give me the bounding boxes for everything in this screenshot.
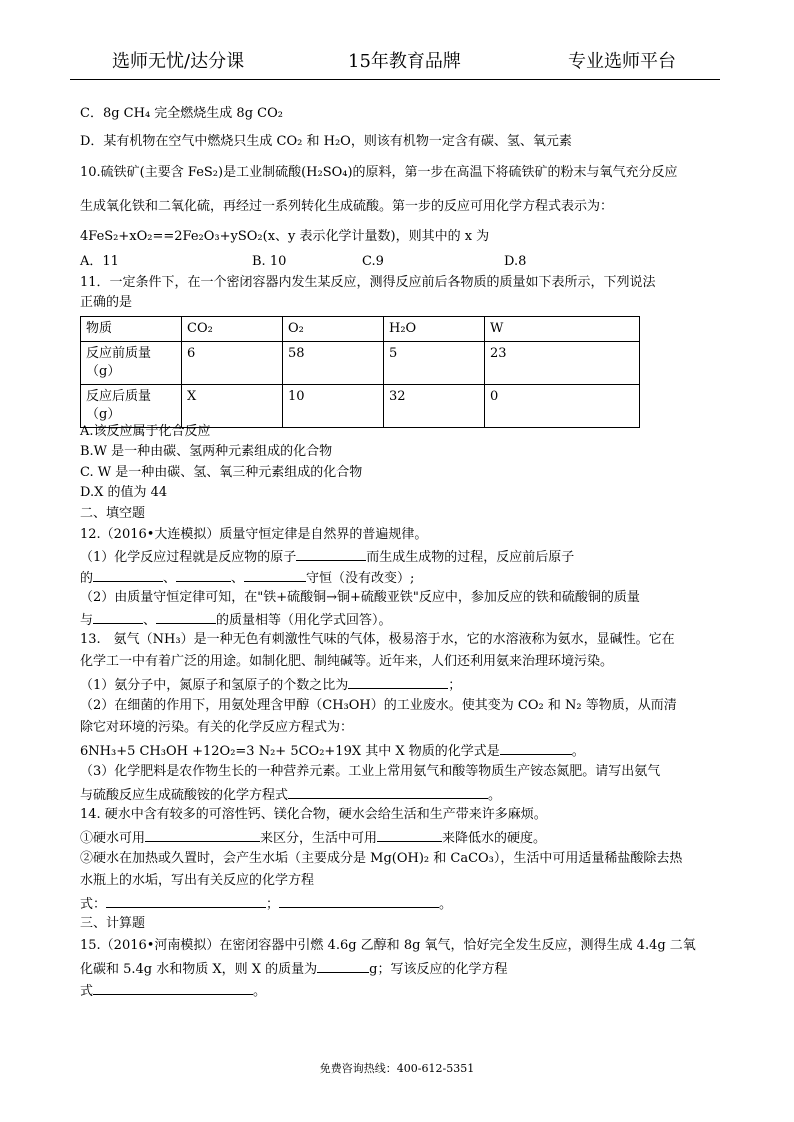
text: 来降低水的硬度。 xyxy=(442,831,547,846)
answer-blank[interactable] xyxy=(500,741,572,755)
text: 与硫酸反应生成硫酸铵的化学方程式 xyxy=(80,788,289,803)
text: 的质量相等（用化学式回答）。 xyxy=(216,613,392,628)
text: 与 xyxy=(80,613,94,628)
q10-line2: 生成氧化铁和二氧化硫，再经过一系列转化生成硫酸。第一步的反应可用化学方程式表示为： xyxy=(80,199,614,214)
text: 化碳和 5.4g 水和物质 X，则 X 的质量为 xyxy=(80,962,318,977)
q10-option-a: A．11 xyxy=(80,254,119,269)
table-cell: 10 xyxy=(283,385,384,428)
table-header: W xyxy=(485,317,640,342)
q13-line2: 化学工一中有着广泛的用途。如制化肥、制纯碱等。近年来，人们还利用氨来治理环境污染。 xyxy=(80,654,614,669)
answer-blank[interactable] xyxy=(244,568,306,582)
answer-blank[interactable] xyxy=(296,547,366,561)
text: 守恒（没有改变）; xyxy=(306,571,415,586)
q13-line1: 13. 氨气（NH₃）是一种无色有刺激性气味的气体，极易溶于水，它的水溶液称为氨水，显碱性。它在 xyxy=(80,632,675,647)
text: 的 xyxy=(80,571,94,586)
table-cell: 0 xyxy=(485,385,640,428)
q13-line3 xyxy=(80,675,461,695)
answer-blank[interactable] xyxy=(93,981,253,995)
text: 式： xyxy=(80,897,107,912)
table-header: 物质 xyxy=(81,317,182,342)
table-cell: 32 xyxy=(384,385,485,428)
q10-option-c: C.9 xyxy=(362,254,384,269)
answer-blank[interactable] xyxy=(288,785,488,799)
q11-option-c: C. W 是一种由碳、氢、氧三种元素组成的化合物 xyxy=(80,465,363,480)
text: （1）化学反应过程就是反应物的原子 xyxy=(80,550,297,565)
q12-line3 xyxy=(80,568,414,588)
answer-blank[interactable] xyxy=(106,894,266,908)
section-calculation: 三、计算题 xyxy=(80,916,146,931)
answer-blank[interactable] xyxy=(317,959,369,973)
q9-option-d: D．某有机物在空气中燃烧只生成 CO₂ 和 H₂O，则该有机物一定含有碳、氢、氧元素 xyxy=(80,134,572,149)
text: 而生成生成物的过程，反应前后原子 xyxy=(366,550,575,565)
text: 、 xyxy=(231,571,245,586)
text: （1）氨分子中，氮原子和氢原子的个数之比为 xyxy=(80,678,349,693)
q11-line1: 11．一定条件下，在一个密闭容器内发生某反应，测得反应前后各物质的质量如下表所示，下列说法 xyxy=(80,275,656,290)
q14-line3: ②硬水在加热或久置时，会产生水垢（主要成分是 Mg(OH)₂ 和 CaCO₃），生活中可用适量稀盐酸除去热 xyxy=(80,851,683,866)
answer-blank[interactable] xyxy=(377,828,442,842)
q15-line2 xyxy=(80,959,508,979)
text: ； xyxy=(266,897,280,912)
table-row xyxy=(81,342,640,385)
q10-line1: 10.硫铁矿(主要含 FeS₂)是工业制硫酸(H₂SO₄)的原料，第一步在高温下将硫铁矿的粉末与氧气充分反应 xyxy=(80,165,678,180)
q15-line1: 15.（2016•河南模拟）在密闭容器中引燃 4.6g 乙醇和 8g 氧气，恰好完全发生反应，测得生成 4.4g 二氧 xyxy=(80,938,696,953)
q14-line2 xyxy=(80,828,546,848)
q10-line3: 4FeS₂+xO₂==2Fe₂O₃+ySO₂(x、y 表示化学计量数)，则其中的 x 为 xyxy=(80,229,490,244)
answer-blank[interactable] xyxy=(93,568,163,582)
text: 式 xyxy=(80,984,94,999)
header-right: 专业选师平台 xyxy=(568,51,676,72)
q14-line4: 水瓶上的水垢，写出有关反应的化学方程 xyxy=(80,873,315,888)
answer-blank[interactable] xyxy=(176,568,231,582)
q13-line7: （3）化学肥料是农作物生长的一种营养元素。工业上常用氨气和酸等物质生产铵态氮肥。请写出氨气 xyxy=(80,764,661,779)
text: 6NH₃+5 CH₃OH +12O₂=3 N₂+ 5CO₂+19X 其中 X 物质的化学式是 xyxy=(80,744,500,759)
answer-blank[interactable] xyxy=(279,894,439,908)
q14-line1: 14. 硬水中含有较多的可溶性钙、镁化合物，硬水会给生活和生产带来许多麻烦。 xyxy=(80,807,547,822)
table-cell: 5 xyxy=(384,342,485,385)
text: 。 xyxy=(253,984,267,999)
header-center: 15年教育品牌 xyxy=(348,51,461,72)
q12-line1: 12.（2016•大连模拟）质量守恒定律是自然界的普遍规律。 xyxy=(80,527,428,542)
q14-line5 xyxy=(80,894,452,914)
q13-line8 xyxy=(80,785,501,805)
q9-option-c: C．8g CH₄ 完全燃烧生成 8g CO₂ xyxy=(80,106,283,121)
text: ； xyxy=(448,678,462,693)
table-cell: 23 xyxy=(485,342,640,385)
text: 。 xyxy=(439,897,453,912)
table-header: O₂ xyxy=(283,317,384,342)
mass-table xyxy=(80,316,640,428)
table-header: H₂O xyxy=(384,317,485,342)
q13-line5: 除它对环境的污染。有关的化学反应方程式为： xyxy=(80,720,354,735)
table-cell: 反应前质量（g） xyxy=(81,342,182,385)
table-row xyxy=(81,385,640,428)
q15-line3 xyxy=(80,981,266,1001)
text: g；写该反应的化学方程 xyxy=(369,962,508,977)
q11-option-a: A.该反应属于化合反应 xyxy=(80,424,211,439)
text: 。 xyxy=(571,744,585,759)
table-cell: X xyxy=(182,385,283,428)
section-fill-in: 二、填空题 xyxy=(80,506,146,521)
q10-option-b: B. 10 xyxy=(252,254,287,269)
table-header-row xyxy=(81,317,640,342)
header-left: 选师无忧/达分课 xyxy=(112,51,245,72)
table-cell: 反应后质量（g） xyxy=(81,385,182,428)
page-header xyxy=(70,47,720,77)
q11-line2: 正确的是 xyxy=(80,295,133,310)
q12-line5 xyxy=(80,610,392,630)
table-cell: 58 xyxy=(283,342,384,385)
answer-blank[interactable] xyxy=(145,828,260,842)
answer-blank[interactable] xyxy=(348,675,448,689)
text: 。 xyxy=(488,788,502,803)
text: 、 xyxy=(143,613,157,628)
table-header: CO₂ xyxy=(182,317,283,342)
q12-line4: （2）由质量守恒定律可知，在"铁+硫酸铜→铜+硫酸亚铁"反应中，参加反应的铁和硫酸铜的质量 xyxy=(80,590,640,605)
answer-blank[interactable] xyxy=(93,610,143,624)
table-cell: 6 xyxy=(182,342,283,385)
q10-option-d: D.8 xyxy=(504,254,527,269)
q13-line6 xyxy=(80,741,585,761)
text: ①硬水可用 xyxy=(80,831,146,846)
header-divider xyxy=(70,79,720,80)
q13-line4: （2）在细菌的作用下，用氨处理含甲醇（CH₃OH）的工业废水。使其变为 CO₂ 和 N₂ 等物质，从而清 xyxy=(80,698,677,713)
text: 、 xyxy=(163,571,177,586)
q11-option-b: B.W 是一种由碳、氢两种元素组成的化合物 xyxy=(80,444,333,459)
footer-hotline: 免费咨询热线：400-612-5351 xyxy=(319,1062,475,1075)
q12-line2 xyxy=(80,547,574,567)
text: 来区分，生活中可用 xyxy=(260,831,378,846)
q11-option-d: D.X 的值为 44 xyxy=(80,485,168,500)
answer-blank[interactable] xyxy=(156,610,216,624)
